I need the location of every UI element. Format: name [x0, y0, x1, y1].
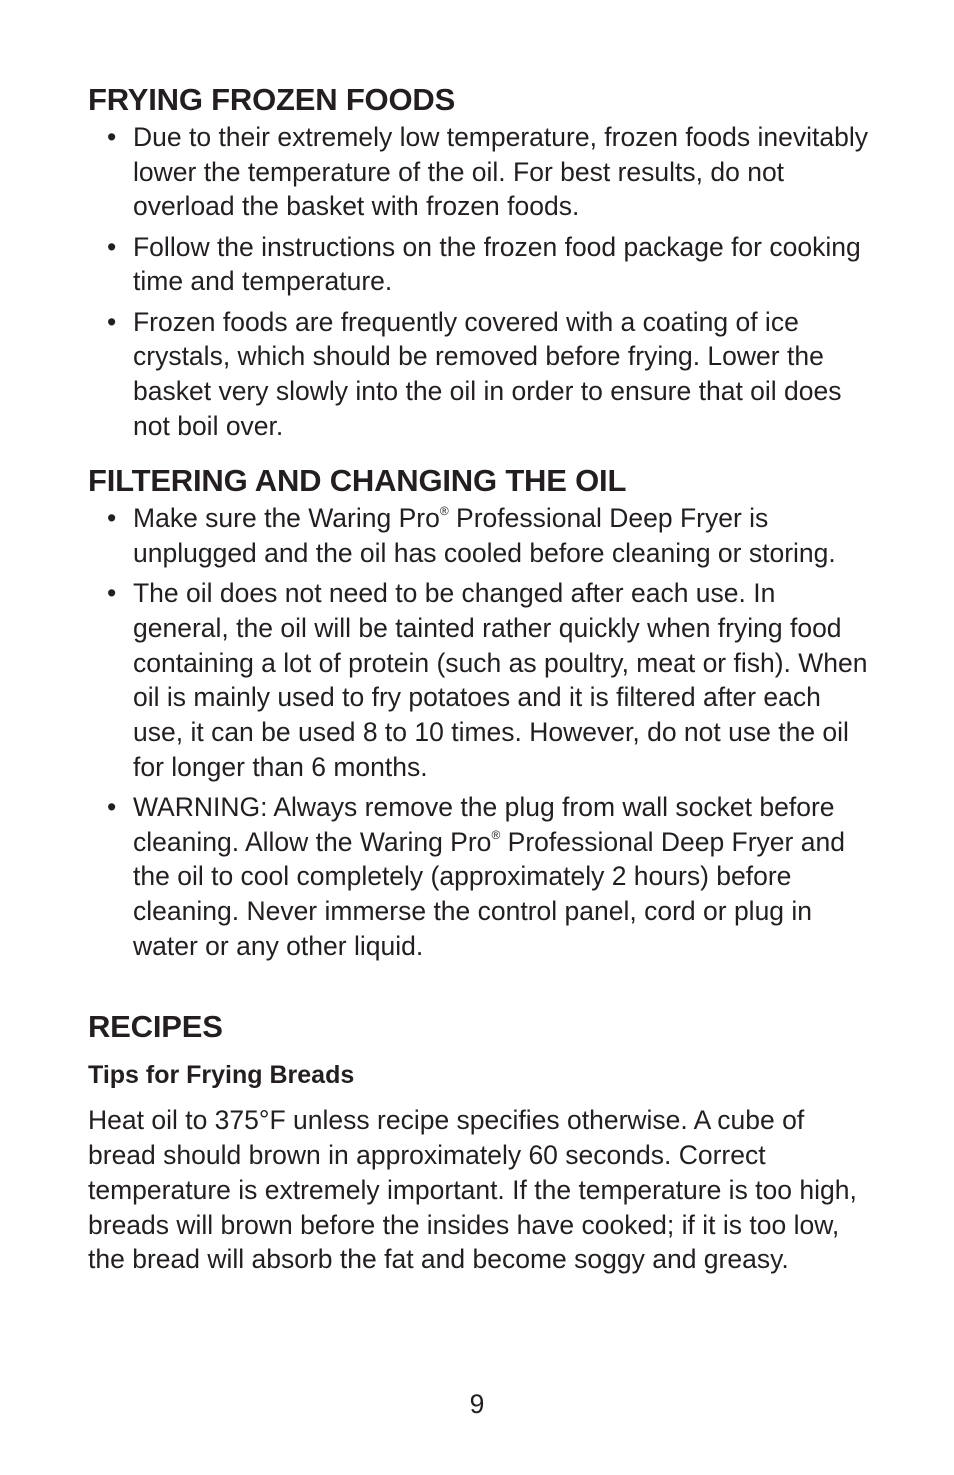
bullet-list: [88, 501, 878, 963]
registered-mark: ®: [491, 827, 501, 842]
page-number: 9: [469, 1389, 485, 1419]
section-heading: RECIPES: [88, 1009, 223, 1045]
list-item: • Follow the instructions on the frozen food package for cooking time and temperature.: [107, 231, 861, 297]
registered-mark: ®: [439, 504, 449, 519]
section-filtering-oil: [88, 461, 878, 963]
bullet-icon: •: [107, 122, 117, 152]
list-item: • Due to their extremely low temperature, frozen foods inevitably lower the temperature of the oil. For best results, do not overload the basket with frozen foods.: [107, 122, 868, 222]
list-item: • The oil does not need to be changed after each use. In general, the oil will be tainted rather quickly when frying food containing a lot of protein (such as poultry, meat or fish). When oil is mainly used to fry potatoes and it is filtered after each use, it can be used 8 to 10 times. However, do not use the oil for longer than 6 months.: [107, 578, 868, 782]
bullet-icon: •: [107, 578, 117, 609]
bullet-list: [88, 120, 878, 443]
subheading: Tips for Frying Breads: [88, 1061, 355, 1090]
section-heading: FRYING FROZEN FOODS: [88, 82, 456, 117]
list-item: • Frozen foods are frequently covered with a coating of ice crystals, which should be removed before frying. Lower the basket very slowly into the oil in order to ensure that oil does not boil over.: [107, 306, 842, 441]
bullet-icon: •: [107, 791, 117, 822]
manual-page: [88, 80, 878, 1277]
list-item: • Make sure the Waring Pro® Professional Deep Fryer is unplugged and the oil has cooled before cleaning or storing.: [107, 503, 836, 569]
paragraph: Heat oil to 375°F unless recipe specifies otherwise. A cube of bread should brown in approximately 60 seconds. Correct temperature is extremely important. If the temperature is too high, breads will brown before the insides have cooked; if it is too low, the bread will absorb the fat and become soggy and greasy.: [88, 1105, 857, 1275]
section-recipes: [88, 1007, 878, 1277]
list-item: • WARNING: Always remove the plug from wall socket before cleaning. Allow the Waring Pro® Professional Deep Fryer and the oil to cool completely (approximately 2 hours) before cleaning. Never immerse the control panel, cord or plug in water or any other liquid.: [107, 791, 845, 961]
bullet-icon: •: [107, 231, 117, 262]
section-heading: FILTERING AND CHANGING THE OIL: [88, 463, 627, 499]
bullet-icon: •: [107, 503, 117, 534]
bullet-icon: •: [107, 306, 117, 337]
section-frying-frozen-foods: [88, 80, 878, 443]
